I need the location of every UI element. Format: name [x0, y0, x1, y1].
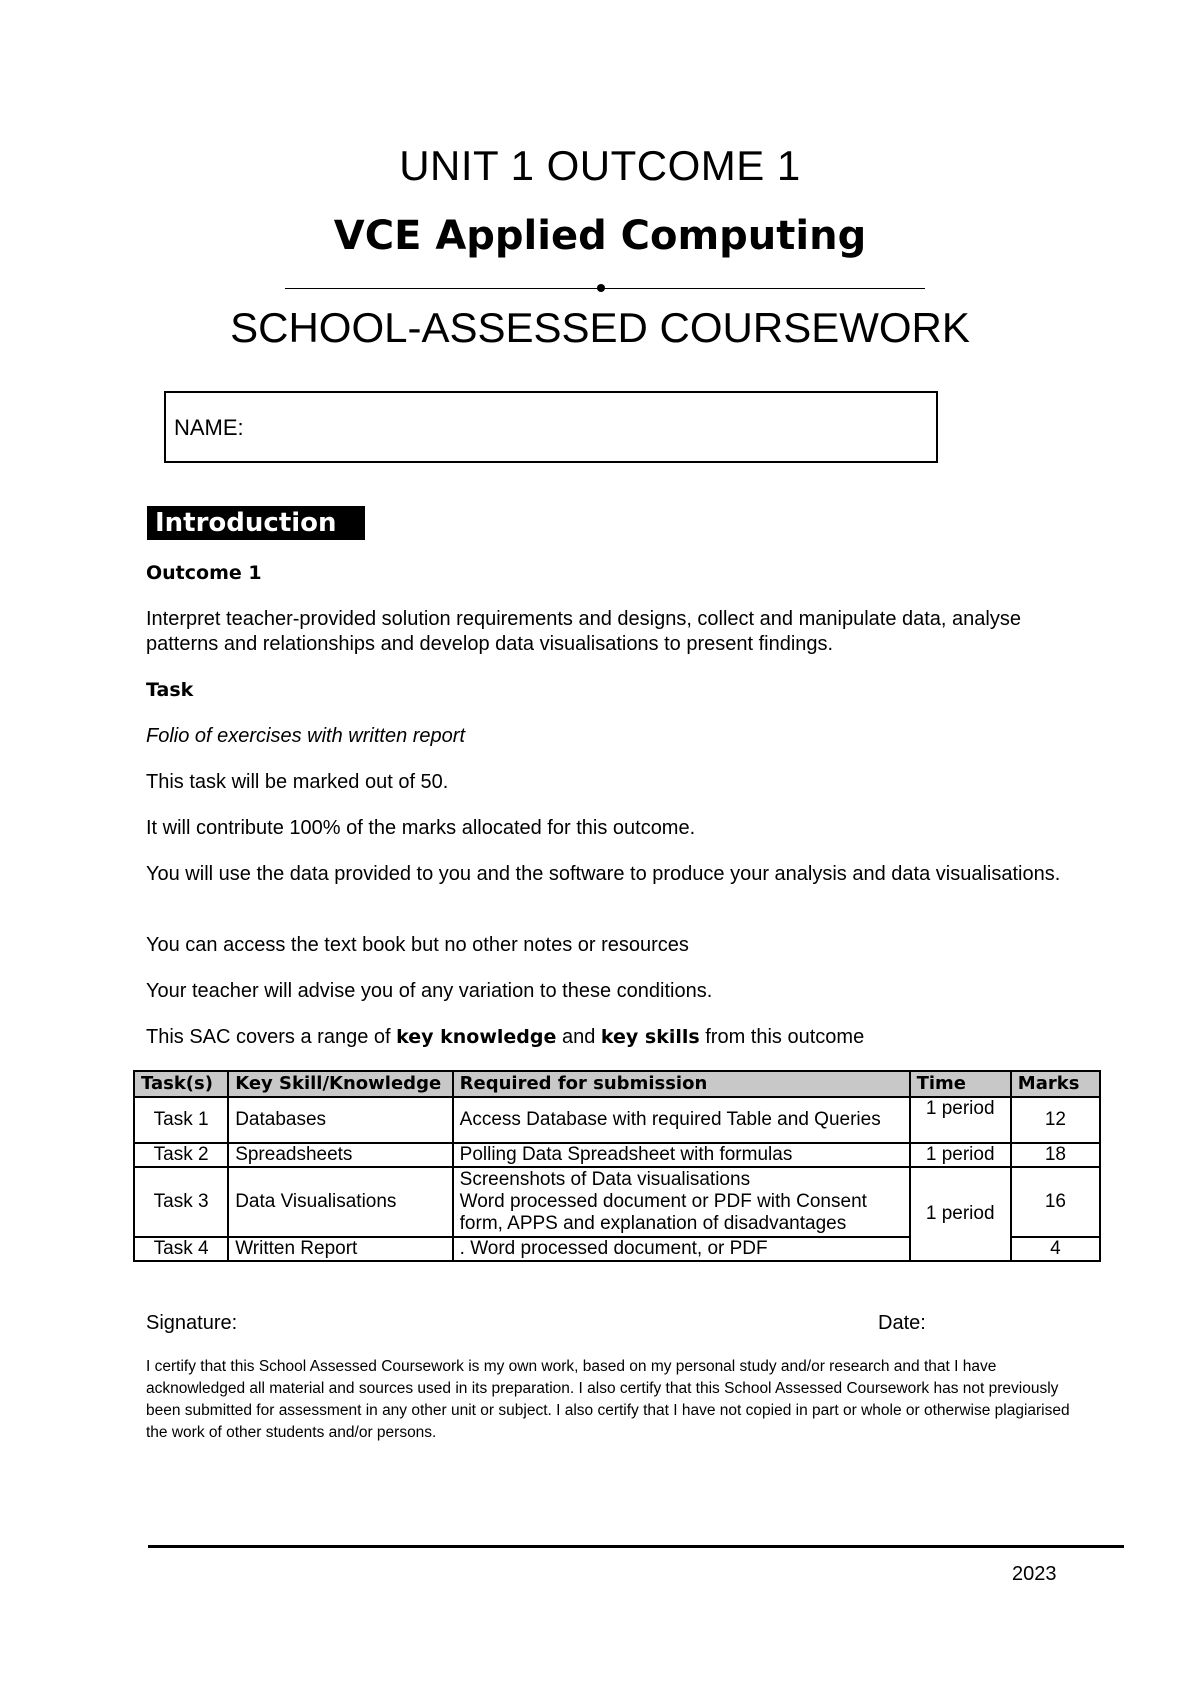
- declaration-text: I certify that this School Assessed Coursework is my own work, based on my personal study and/or research and that I have acknowledged all material and sources used in its preparation. I also certify that this School Assessed Coursework has not previously been submitted for assessment in any other unit or subject. I also certify that I have not copied in part or whole or otherwise plagiarised the work of other students and/or persons.: [146, 1358, 1070, 1441]
- subject-title: VCE Applied Computing: [333, 213, 867, 259]
- footer-year: 2023: [1012, 1563, 1057, 1585]
- outcome-description: Interpret teacher-provided solution requirements and designs, collect and manipulate data, analyse patterns and relationships and develop data visualisations to present findings.: [146, 608, 1021, 655]
- table-row: [134, 1097, 1100, 1143]
- name-field[interactable]: [164, 391, 938, 463]
- coverage-text: [146, 1025, 1066, 1050]
- task-table: [133, 1070, 1101, 1262]
- divider-dot: [597, 284, 605, 292]
- teacher-advise-text: Your teacher will advise you of any variation to these conditions.: [146, 980, 713, 1002]
- marks-cell: 12: [1011, 1097, 1100, 1143]
- footer-divider: [148, 1545, 1124, 1548]
- task-type: Folio of exercises with written report: [146, 725, 466, 747]
- skill-cell: Data Visualisations: [228, 1167, 452, 1237]
- textbook-text: You can access the text book but no other notes or resources: [146, 934, 689, 956]
- time-cell: 1 period: [910, 1097, 1011, 1143]
- time-cell: 1 period: [910, 1167, 1011, 1261]
- header-time: Time: [910, 1071, 1011, 1097]
- skill-cell: Spreadsheets: [228, 1143, 452, 1167]
- key-skills-term: key skills: [600, 1026, 700, 1048]
- signature-label: Signature:: [146, 1312, 238, 1334]
- coverage-suffix: from this outcome: [699, 1026, 865, 1048]
- name-label: NAME:: [174, 415, 244, 440]
- unit-title: UNIT 1 OUTCOME 1: [399, 142, 801, 189]
- table-header-row: [134, 1071, 1100, 1097]
- skill-cell: Databases: [228, 1097, 452, 1143]
- time-cell: 1 period: [910, 1143, 1011, 1167]
- header-required: Required for submission: [453, 1071, 910, 1097]
- required-cell: Polling Data Spreadsheet with formulas: [453, 1143, 910, 1167]
- sac-title: SCHOOL-ASSESSED COURSEWORK: [230, 304, 970, 351]
- task-label: Task: [146, 679, 194, 701]
- required-line: Word processed document or PDF with Consent form, APPS and explanation of disadvantages: [459, 1191, 867, 1234]
- key-knowledge-term: key knowledge: [396, 1026, 557, 1048]
- header-key-skill: Key Skill/Knowledge: [228, 1071, 452, 1097]
- coverage-prefix: This SAC covers a range of: [146, 1026, 397, 1048]
- table-row: [134, 1167, 1100, 1237]
- marks-cell: 4: [1011, 1237, 1100, 1261]
- marks-cell: 18: [1011, 1143, 1100, 1167]
- data-use-text: You will use the data provided to you and the software to produce your analysis and data visualisations.: [146, 863, 1061, 885]
- date-label: Date:: [878, 1312, 926, 1334]
- marks-cell: 16: [1011, 1167, 1100, 1237]
- header-tasks: Task(s): [134, 1071, 228, 1097]
- required-line: Screenshots of Data visualisations: [459, 1169, 751, 1190]
- header-marks: Marks: [1011, 1071, 1100, 1097]
- introduction-heading: Introduction: [147, 506, 365, 540]
- marked-out-text: This task will be marked out of 50.: [146, 771, 449, 793]
- title-divider: [285, 288, 925, 289]
- required-cell: Access Database with required Table and Queries: [453, 1097, 910, 1143]
- required-cell: [453, 1167, 910, 1237]
- skill-cell: Written Report: [228, 1237, 452, 1261]
- coverage-and: and: [556, 1026, 601, 1048]
- outcome-label: Outcome 1: [146, 562, 262, 584]
- contribution-text: It will contribute 100% of the marks allocated for this outcome.: [146, 817, 696, 839]
- task-cell: Task 3: [134, 1167, 228, 1237]
- task-cell: Task 2: [134, 1143, 228, 1167]
- task-cell: Task 4: [134, 1237, 228, 1261]
- table-row: [134, 1143, 1100, 1167]
- required-cell: . Word processed document, or PDF: [453, 1237, 910, 1261]
- task-cell: Task 1: [134, 1097, 228, 1143]
